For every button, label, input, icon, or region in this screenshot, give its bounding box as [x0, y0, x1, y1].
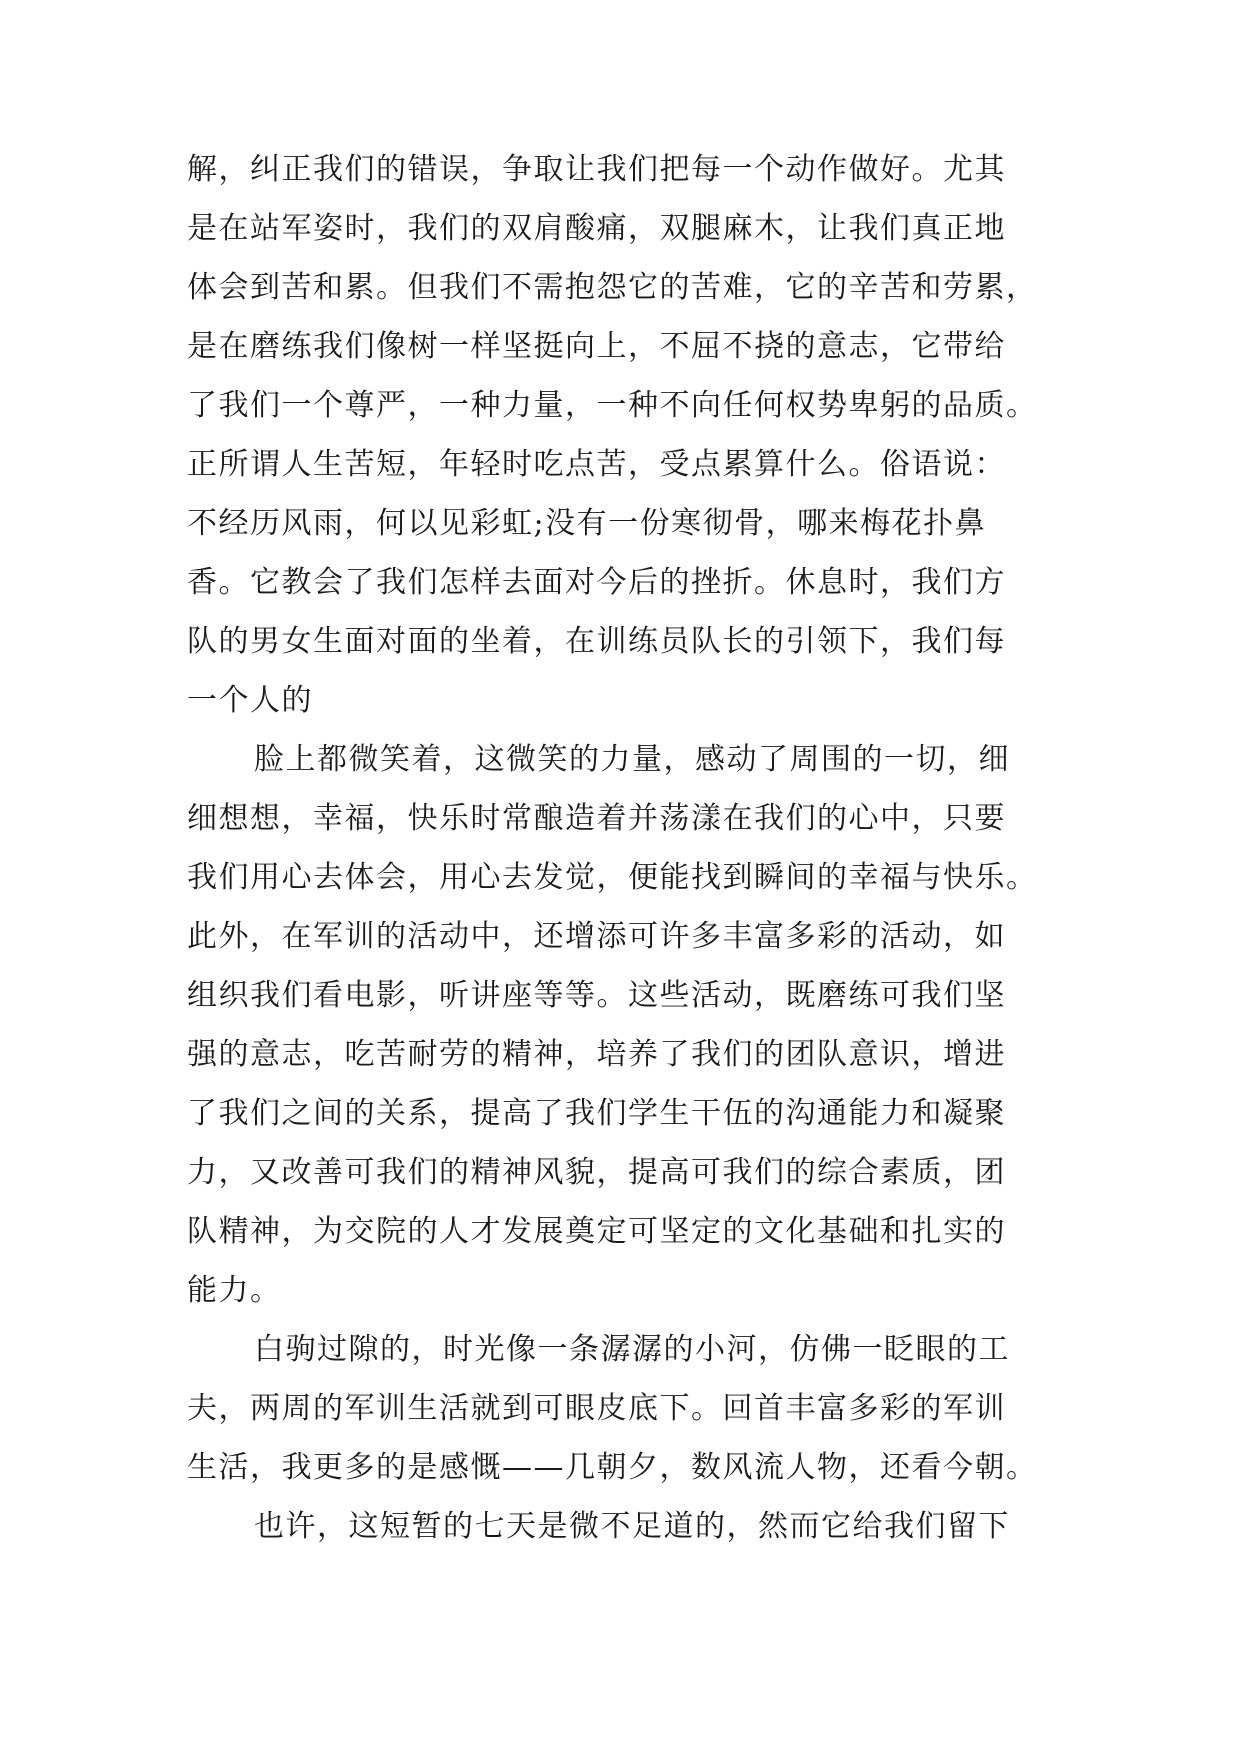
- text-line: 力，又改善可我们的精神风貌，提高可我们的综合素质，团: [187, 1155, 1006, 1190]
- paragraph-first-line: 也许，这短暂的七天是微不足道的，然而它给我们留下: [254, 1509, 1010, 1544]
- text-line: 解，纠正我们的错误，争取让我们把每一个动作做好。尤其: [187, 152, 1006, 187]
- text-line: 队的男女生面对面的坐着，在训练员队长的引领下，我们每: [187, 624, 1006, 659]
- text-line: 此外，在军训的活动中，还增添可许多丰富多彩的活动，如: [187, 919, 1006, 954]
- text-line: 队精神，为交院的人才发展奠定可坚定的文化基础和扎实的: [187, 1214, 1006, 1249]
- text-line: 我们用心去体会，用心去发觉，便能找到瞬间的幸福与快乐。: [187, 860, 1038, 895]
- text-line: 了我们之间的关系，提高了我们学生干伍的沟通能力和凝聚: [187, 1096, 1006, 1131]
- text-line: 是在磨练我们像树一样坚挺向上，不屈不挠的意志，它带给: [187, 329, 1006, 364]
- text-line: 组织我们看电影，听讲座等等。这些活动，既磨练可我们坚: [187, 978, 1006, 1013]
- text-line: 体会到苦和累。但我们不需抱怨它的苦难，它的辛苦和劳累，: [187, 270, 1038, 305]
- text-line: 正所谓人生苦短，年轻时吃点苦，受点累算什么。俗语说：: [187, 447, 1006, 482]
- text-line: 了我们一个尊严，一种力量，一种不向任何权势卑躬的品质。: [187, 388, 1038, 423]
- text-line: 香。它教会了我们怎样去面对今后的挫折。休息时，我们方: [187, 565, 1006, 600]
- text-line: 强的意志，吃苦耐劳的精神，培养了我们的团队意识，增进: [187, 1037, 1006, 1072]
- text-line: 是在站军姿时，我们的双肩酸痛，双腿麻木，让我们真正地: [187, 211, 1006, 246]
- text-line: 夫，两周的军训生活就到可眼皮底下。回首丰富多彩的军训: [187, 1391, 1006, 1426]
- text-line: 能力。: [187, 1273, 282, 1308]
- text-line: 细想想，幸福，快乐时常酿造着并荡漾在我们的心中，只要: [187, 801, 1006, 836]
- text-line: 不经历风雨，何以见彩虹;没有一份寒彻骨，哪来梅花扑鼻: [187, 506, 987, 541]
- paragraph-first-line: 脸上都微笑着，这微笑的力量，感动了周围的一切，细: [254, 742, 1010, 777]
- text-line: 生活，我更多的是感慨——几朝夕，数风流人物，还看今朝。: [187, 1450, 1038, 1485]
- paragraph-first-line: 白驹过隙的，时光像一条潺潺的小河，仿佛一眨眼的工: [254, 1332, 1010, 1367]
- text-line: 一个人的: [187, 683, 313, 718]
